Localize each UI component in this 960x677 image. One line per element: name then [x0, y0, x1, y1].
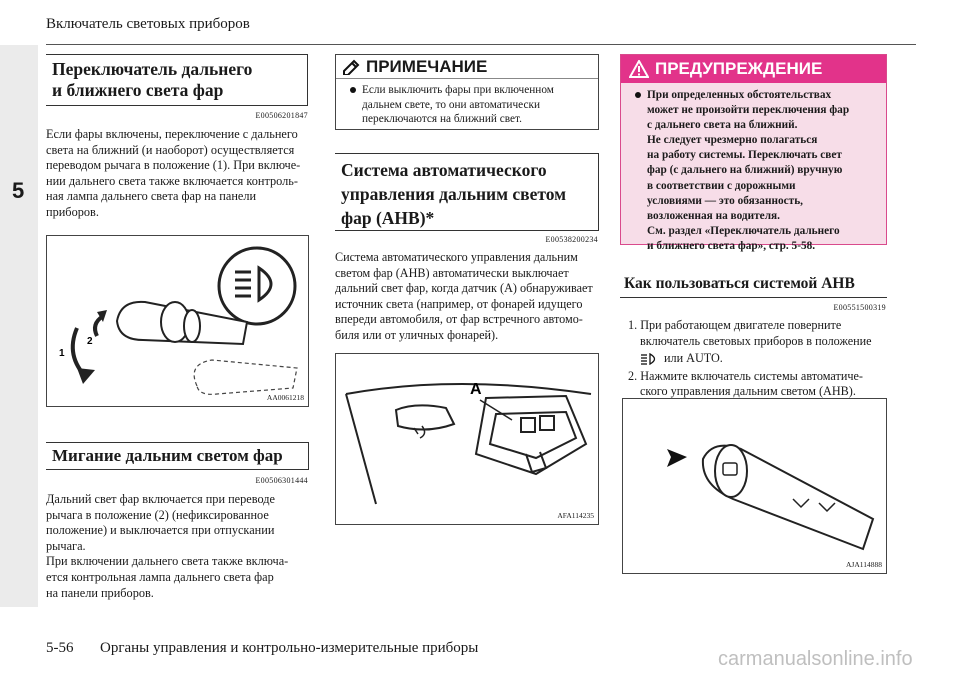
section-code: E00506301444: [255, 476, 308, 485]
warning-text: При определенных обстоятельствах может не произойти переключения фар с дальнего света на ближний. Не следует чрезмерно полагаться на работу системы. Переключать свет фар (с дальнего на ближний) вручную в соответствии с дорожными условиями — это обязанность, возложенная на водителя. См. раздел «Переключатель дальнего и ближнего света фар», стр. 5-58.: [621, 83, 886, 254]
chapter-side-strip: [0, 45, 38, 607]
figure-ahb-sensor: [335, 353, 599, 525]
section-title-ahb: Система автоматического управления дальним светом фар (АНВ)*: [335, 153, 599, 231]
warning-header: [621, 55, 886, 83]
figure-code: AA0061218: [266, 393, 304, 402]
note-box: [335, 54, 599, 130]
figure-label-1: 1: [59, 348, 65, 359]
chapter-number: 5: [12, 178, 25, 203]
figure-code: AJA114888: [846, 560, 882, 569]
section-code: E00538200234: [545, 235, 598, 244]
section-title-high-low-beam: Переключатель дальнего и ближнего света фар: [46, 54, 308, 106]
warning-title: ПРЕДУПРЕЖДЕНИЕ: [655, 59, 823, 78]
figure-label-2: 2: [87, 336, 93, 347]
warning-box: [620, 54, 887, 252]
howto-steps: 1. При работающем двигателе поверните включатель световых приборов в положение или AUTO. 2. Нажмите включатель системы автоматиче- ского управления дальним светом (АНВ).: [628, 318, 872, 399]
note-header: [336, 55, 598, 79]
ahb-switch-illustration: [623, 399, 886, 573]
warning-triangle-icon: [629, 60, 649, 78]
section-code: E00551500319: [833, 303, 886, 312]
windshield-sensor-illustration: [336, 354, 598, 524]
footer-page-number: 5-56: [46, 640, 74, 656]
watermark: carmanualsonline.info: [718, 648, 913, 670]
note-title: ПРИМЕЧАНИЕ: [366, 56, 488, 76]
pencil-icon: [342, 59, 360, 75]
section-paragraph: Дальний свет фар включается при переводе рычага в положение (2) (нефиксированное положение) и выключается при отпускании рычага. При включении дальнего света также включа- ется контрольная лампа дальнего света фар на панели приборов.: [46, 492, 289, 600]
section-paragraph: Система автоматического управления дальним светом фар (АНВ) автоматически выключает дальний свет фар, когда датчик (A) обнаруживает источник света (например, от фонарей идущего впереди автомобиля, от фар встречного автомо- биля или от уличных фонарей).: [335, 250, 593, 342]
figure-code: AFA114235: [557, 511, 594, 520]
section-paragraph: Если фары включены, переключение с дальнего света на ближний (и наоборот) осуществляется переводом рычага в положение (1). При включе- нии дальнего света также включается контроль- ная лампа дальнего света фар на панели приборов.: [46, 127, 301, 219]
note-text: Если выключить фары при включенном дальнем свете, то они автоматически переключаются на ближний свет.: [336, 79, 598, 127]
howto-title: Как пользоваться системой АНВ: [624, 275, 855, 292]
low-beam-icon: [640, 353, 660, 365]
page-header-title: Включатель световых приборов: [46, 16, 250, 32]
figure-label-a: A: [470, 381, 482, 398]
howto-underline: [620, 297, 887, 298]
figure-beam-lever: [46, 235, 309, 407]
figure-ahb-switch: [622, 398, 887, 574]
footer-chapter-title: Органы управления и контрольно-измерительные приборы: [100, 640, 479, 656]
section-title-flash-high-beam: Мигание дальним светом фар: [46, 442, 309, 470]
bullet-icon: [350, 87, 356, 93]
bullet-icon: [635, 92, 641, 98]
header-divider: [46, 44, 916, 45]
beam-lever-illustration: [47, 236, 308, 406]
section-code: E00506201847: [255, 111, 308, 120]
